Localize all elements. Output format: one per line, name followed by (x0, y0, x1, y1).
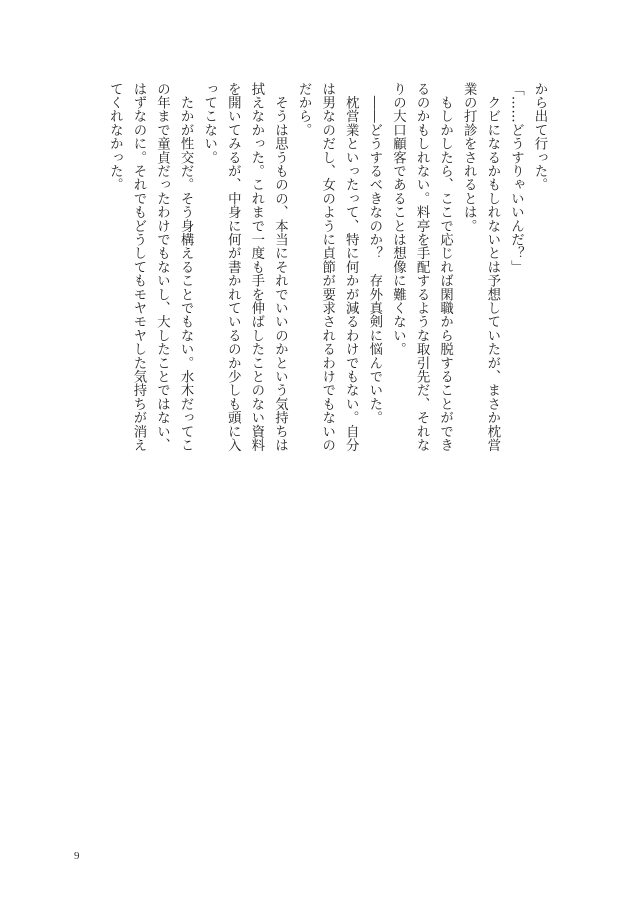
text-line: そうは思うものの、本当にそれでいいのかという気持ちは (272, 82, 288, 452)
text-line: クビになるかもしれないとは予想していたが、まさか枕営 (484, 82, 500, 452)
text-line: は男なのだし、女のように貞節が要求されるわけでもないの (319, 82, 335, 452)
text-line: 枕営業といったって、特に何かが減るわけでもない。自分 (343, 82, 359, 452)
text-line: ってこない。 (201, 82, 217, 165)
text-line: もしかしたら、ここで応じれば閑職から脱することができ (437, 82, 453, 452)
text-line: るのかもしれない。料亭を手配するような取引先だ、それな (414, 82, 430, 452)
text-line: 「……どうすりゃいいんだ？」 (508, 82, 524, 274)
text-line: たかが性交だ。そう身構えることでもない。水木だってこ (178, 82, 194, 452)
text-line: りの大口顧客であることは想像に難くない。 (390, 82, 406, 356)
text-line: を開いてみるが、中身に何が書かれているのか少しも頭に入 (225, 82, 241, 452)
text-line: てくれなかった。 (107, 82, 123, 192)
text-line: 拭えなかった。これまで一度も手を伸ばしたことのない資料 (248, 82, 264, 452)
text-line: 業の打診をされるとは。 (461, 82, 477, 233)
page-number: 9 (74, 850, 80, 862)
vertical-text-block (103, 82, 551, 512)
text-line: だから。 (296, 82, 312, 137)
text-line: はずなのに。それでもどうしてもモヤモヤした気持ちが消え (130, 82, 146, 452)
text-line: ――どうするべきなのか？ 存外真剣に悩んでいた。 (366, 82, 382, 425)
text-line: から出て行った。 (532, 82, 547, 192)
text-line: の年まで童貞だったわけでもないし、大したことではない、 (154, 82, 170, 452)
